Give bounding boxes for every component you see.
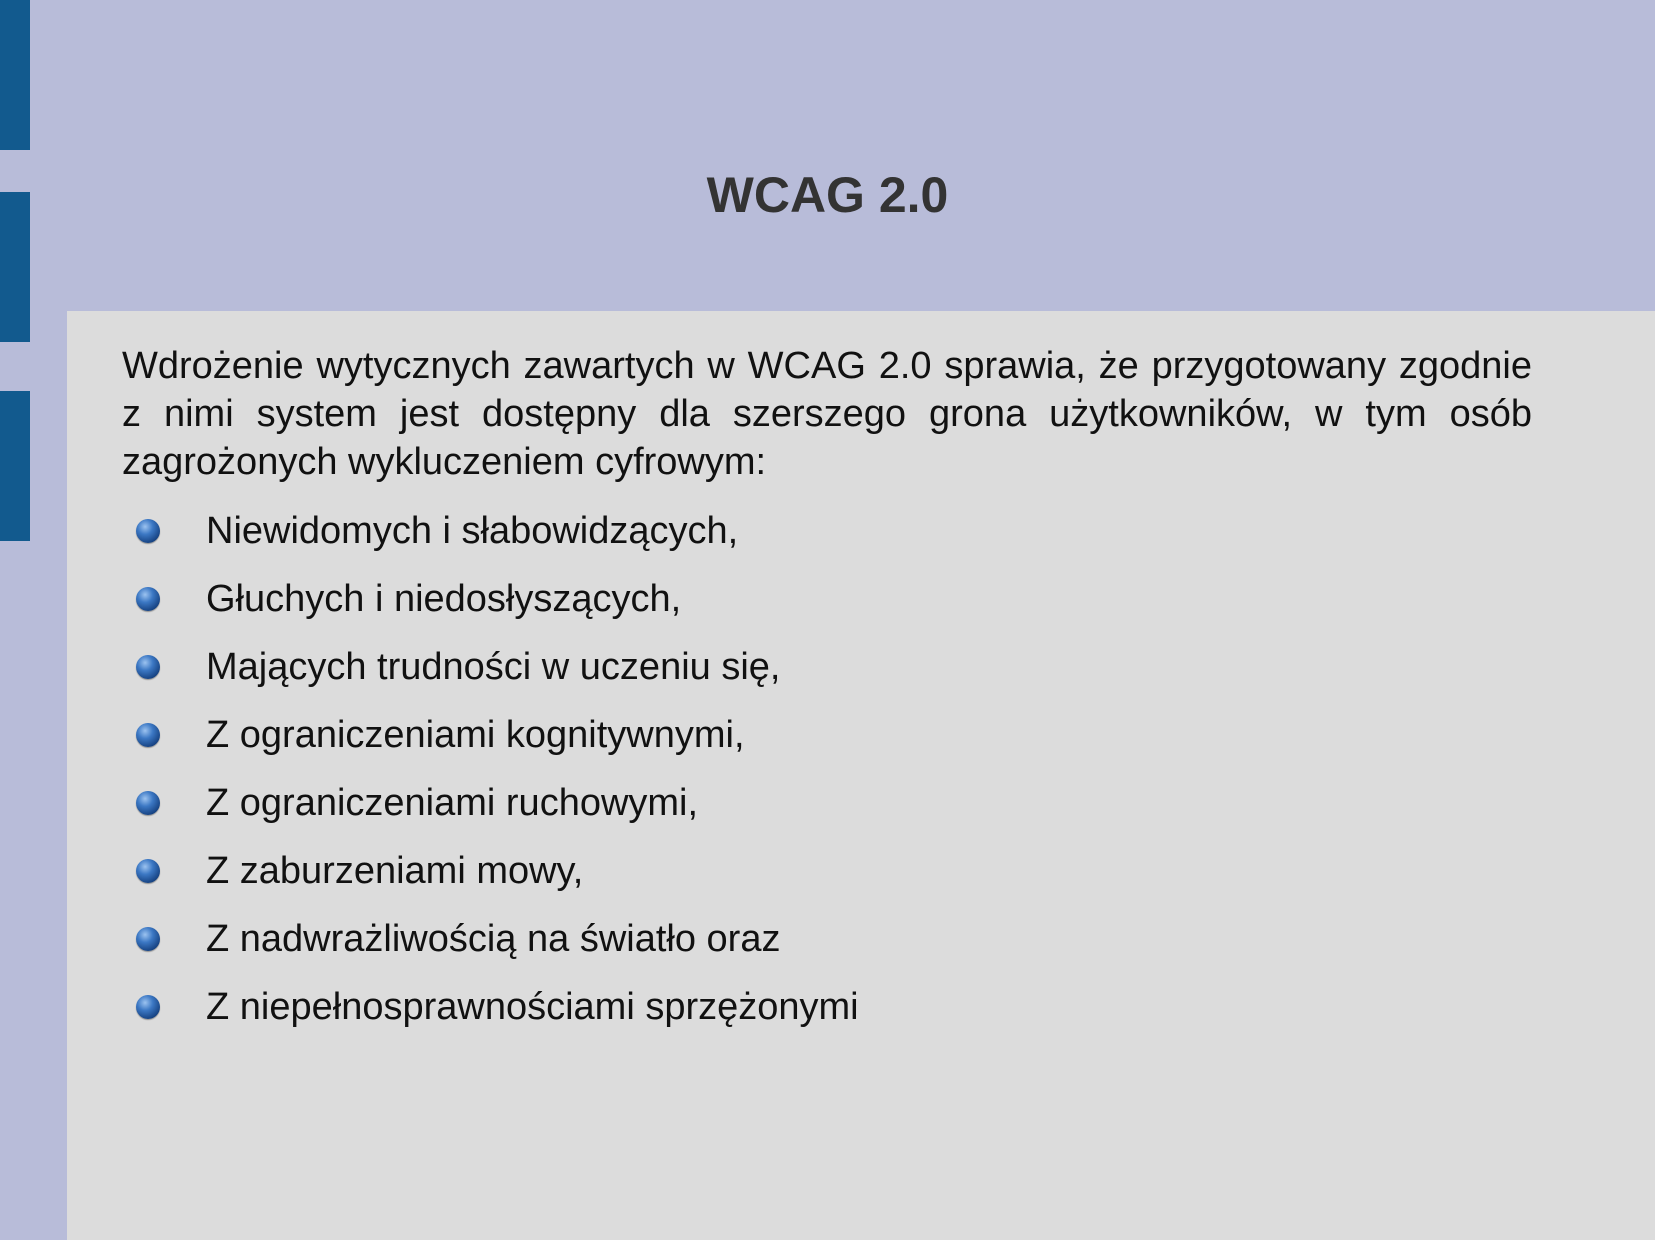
list-item-text: Z nadwrażliwością na światło oraz <box>206 918 781 960</box>
list-item <box>136 633 1436 701</box>
intro-paragraph: Wdrożenie wytycznych zawartych w WCAG 2.0 sprawia, że przygotowany zgodnie z nimi system jest dostępny dla szerszego grona użytkowników, w tym osób zagrożonych wykluczeniem cyfrowym: <box>122 345 1532 483</box>
list-item <box>136 769 1436 837</box>
accent-bar-bottom <box>0 391 30 541</box>
list-item <box>136 701 1436 769</box>
list-item-text: Z niepełnosprawnościami sprzężonymi <box>206 986 859 1028</box>
bullet-list <box>136 497 1436 1041</box>
bullet-dot-icon <box>136 995 160 1019</box>
list-item-text: Z ograniczeniami kognitywnymi, <box>206 714 745 756</box>
bullet-dot-icon <box>136 519 160 543</box>
list-item-text: Z zaburzeniami mowy, <box>206 850 584 892</box>
bullet-dot-icon <box>136 859 160 883</box>
slide-title: WCAG 2.0 <box>706 167 949 223</box>
list-item <box>136 905 1436 973</box>
list-item <box>136 973 1436 1041</box>
bullet-dot-icon <box>136 655 160 679</box>
bullet-dot-icon <box>136 723 160 747</box>
list-item-text: Z ograniczeniami ruchowymi, <box>206 782 699 824</box>
bullet-dot-icon <box>136 927 160 951</box>
list-item-text: Mających trudności w uczeniu się, <box>206 646 781 688</box>
list-item-text: Głuchych i niedosłyszących, <box>206 578 682 620</box>
list-item-text: Niewidomych i słabowidzących, <box>206 510 739 552</box>
list-item <box>136 837 1436 905</box>
bullet-dot-icon <box>136 587 160 611</box>
bullet-dot-icon <box>136 791 160 815</box>
accent-bar-top <box>0 0 30 150</box>
list-item <box>136 565 1436 633</box>
list-item <box>136 497 1436 565</box>
